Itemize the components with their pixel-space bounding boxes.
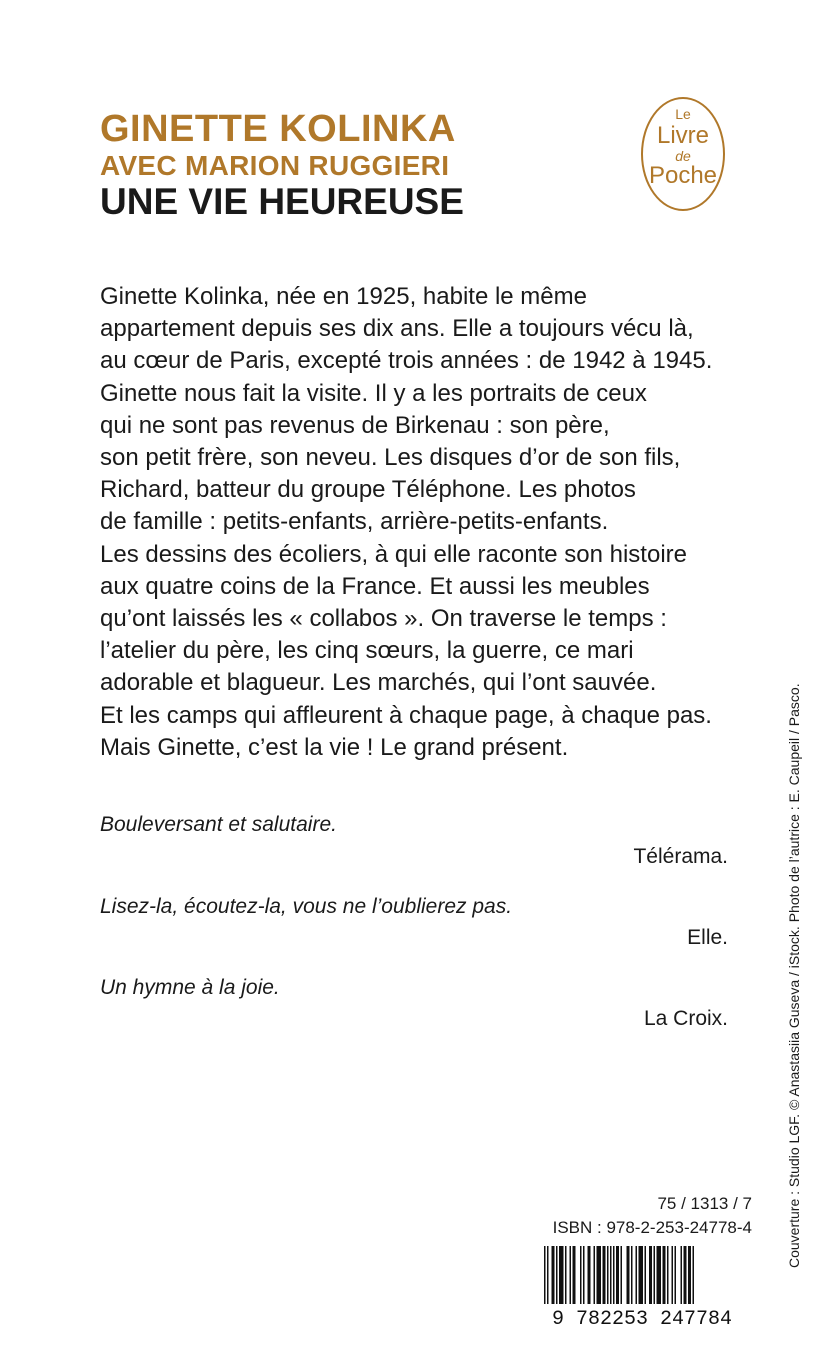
barcode-bar bbox=[594, 1246, 596, 1304]
summary-line: aux quatre coins de la France. Et aussi les meubles bbox=[100, 572, 650, 600]
coauthor-name: AVEC MARION RUGGIERI bbox=[100, 150, 450, 181]
publisher-logo bbox=[641, 97, 725, 211]
review-source: Elle. bbox=[687, 926, 728, 949]
summary-line: appartement depuis ses dix ans. Elle a toujours vécu là, bbox=[100, 315, 694, 343]
summary-line: Les dessins des écoliers, à qui elle raconte son histoire bbox=[100, 540, 687, 568]
barcode-bar bbox=[627, 1246, 630, 1304]
logo-line-le: Le bbox=[675, 106, 691, 122]
barcode-bar bbox=[588, 1246, 591, 1304]
barcode-bar bbox=[621, 1246, 623, 1304]
barcode-bar bbox=[645, 1246, 647, 1304]
barcode-bar bbox=[597, 1246, 602, 1304]
barcode-bar bbox=[631, 1246, 633, 1304]
summary-line: Richard, batteur du groupe Téléphone. Les photos bbox=[100, 476, 636, 504]
review-quote: Lisez-la, écoutez-la, vous ne l’oublierez pas. bbox=[100, 895, 513, 918]
barcode-bar bbox=[570, 1246, 572, 1304]
summary-line: qu’ont laissés les « collabos ». On traverse le temps : bbox=[100, 605, 667, 633]
isbn-number: ISBN : 978-2-253-24778-4 bbox=[552, 1218, 752, 1237]
barcode-bar bbox=[688, 1246, 691, 1304]
barcode bbox=[530, 1246, 755, 1326]
book-title: UNE VIE HEUREUSE bbox=[100, 181, 464, 222]
barcode-bar bbox=[654, 1246, 656, 1304]
barcode-bar bbox=[573, 1246, 576, 1304]
barcode-bar bbox=[565, 1246, 567, 1304]
barcode-bar bbox=[657, 1246, 662, 1304]
barcode-bar bbox=[610, 1246, 612, 1304]
summary-line: Ginette nous fait la visite. Il y a les portraits de ceux bbox=[100, 379, 647, 407]
author-name: GINETTE KOLINKA bbox=[100, 108, 456, 150]
barcode-bar bbox=[556, 1246, 558, 1304]
barcode-bars bbox=[544, 1246, 694, 1304]
cover-credit: Couverture : Studio LGF. © Anastasiia Guseva / iStock. Photo de l’autrice : E. Caupeil / Pasco. bbox=[786, 683, 802, 1268]
barcode-bar bbox=[613, 1246, 615, 1304]
barcode-bar bbox=[684, 1246, 687, 1304]
barcode-digits: 9 782253 247784 bbox=[551, 1308, 733, 1326]
book-summary bbox=[100, 281, 740, 764]
summary-line: Ginette Kolinka, née en 1925, habite le même bbox=[100, 283, 587, 310]
barcode-bar bbox=[675, 1246, 677, 1304]
summary-line: Mais Ginette, c’est la vie ! Le grand présent. bbox=[100, 733, 569, 761]
logo-line-de: de bbox=[675, 148, 691, 164]
logo-line-livre: Livre bbox=[656, 122, 710, 149]
review-source: La Croix. bbox=[643, 1007, 728, 1030]
barcode-bar bbox=[583, 1246, 585, 1304]
barcode-bar bbox=[667, 1246, 669, 1304]
barcode-bar bbox=[552, 1246, 555, 1304]
barcode-bar bbox=[616, 1246, 619, 1304]
summary-line: Et les camps qui affleurent à chaque page, à chaque pas. bbox=[100, 701, 712, 729]
barcode-bar bbox=[559, 1246, 564, 1304]
catalog-reference: 75 / 1313 / 7 bbox=[657, 1194, 752, 1213]
barcode-bar bbox=[649, 1246, 652, 1304]
review-quote: Un hymne à la joie. bbox=[100, 976, 280, 999]
barcode-bar bbox=[672, 1246, 674, 1304]
barcode-bar bbox=[639, 1246, 644, 1304]
barcode-bar bbox=[636, 1246, 638, 1304]
barcode-bar bbox=[607, 1246, 609, 1304]
summary-line: l’atelier du père, les cinq sœurs, la guerre, ce mari bbox=[100, 637, 634, 665]
barcode-bar bbox=[580, 1246, 582, 1304]
barcode-bar bbox=[681, 1246, 683, 1304]
summary-line: qui ne sont pas revenus de Birkenau : son père, bbox=[100, 411, 610, 439]
barcode-bar bbox=[663, 1246, 666, 1304]
logo-line-poche: Poche bbox=[648, 162, 718, 189]
barcode-bar bbox=[547, 1246, 549, 1304]
barcode-bar bbox=[693, 1246, 695, 1304]
barcode-bar bbox=[544, 1246, 546, 1304]
review-source: Télérama. bbox=[633, 845, 728, 868]
summary-line: au cœur de Paris, excepté trois années : de 1942 à 1945. bbox=[100, 347, 713, 375]
review-quote: Bouleversant et salutaire. bbox=[100, 813, 337, 836]
summary-line: adorable et blagueur. Les marchés, qui l’ont sauvée. bbox=[100, 669, 657, 697]
barcode-bar bbox=[603, 1246, 606, 1304]
summary-line: de famille : petits-enfants, arrière-petits-enfants. bbox=[100, 508, 609, 536]
summary-line: son petit frère, son neveu. Les disques d’or de son fils, bbox=[100, 444, 681, 472]
